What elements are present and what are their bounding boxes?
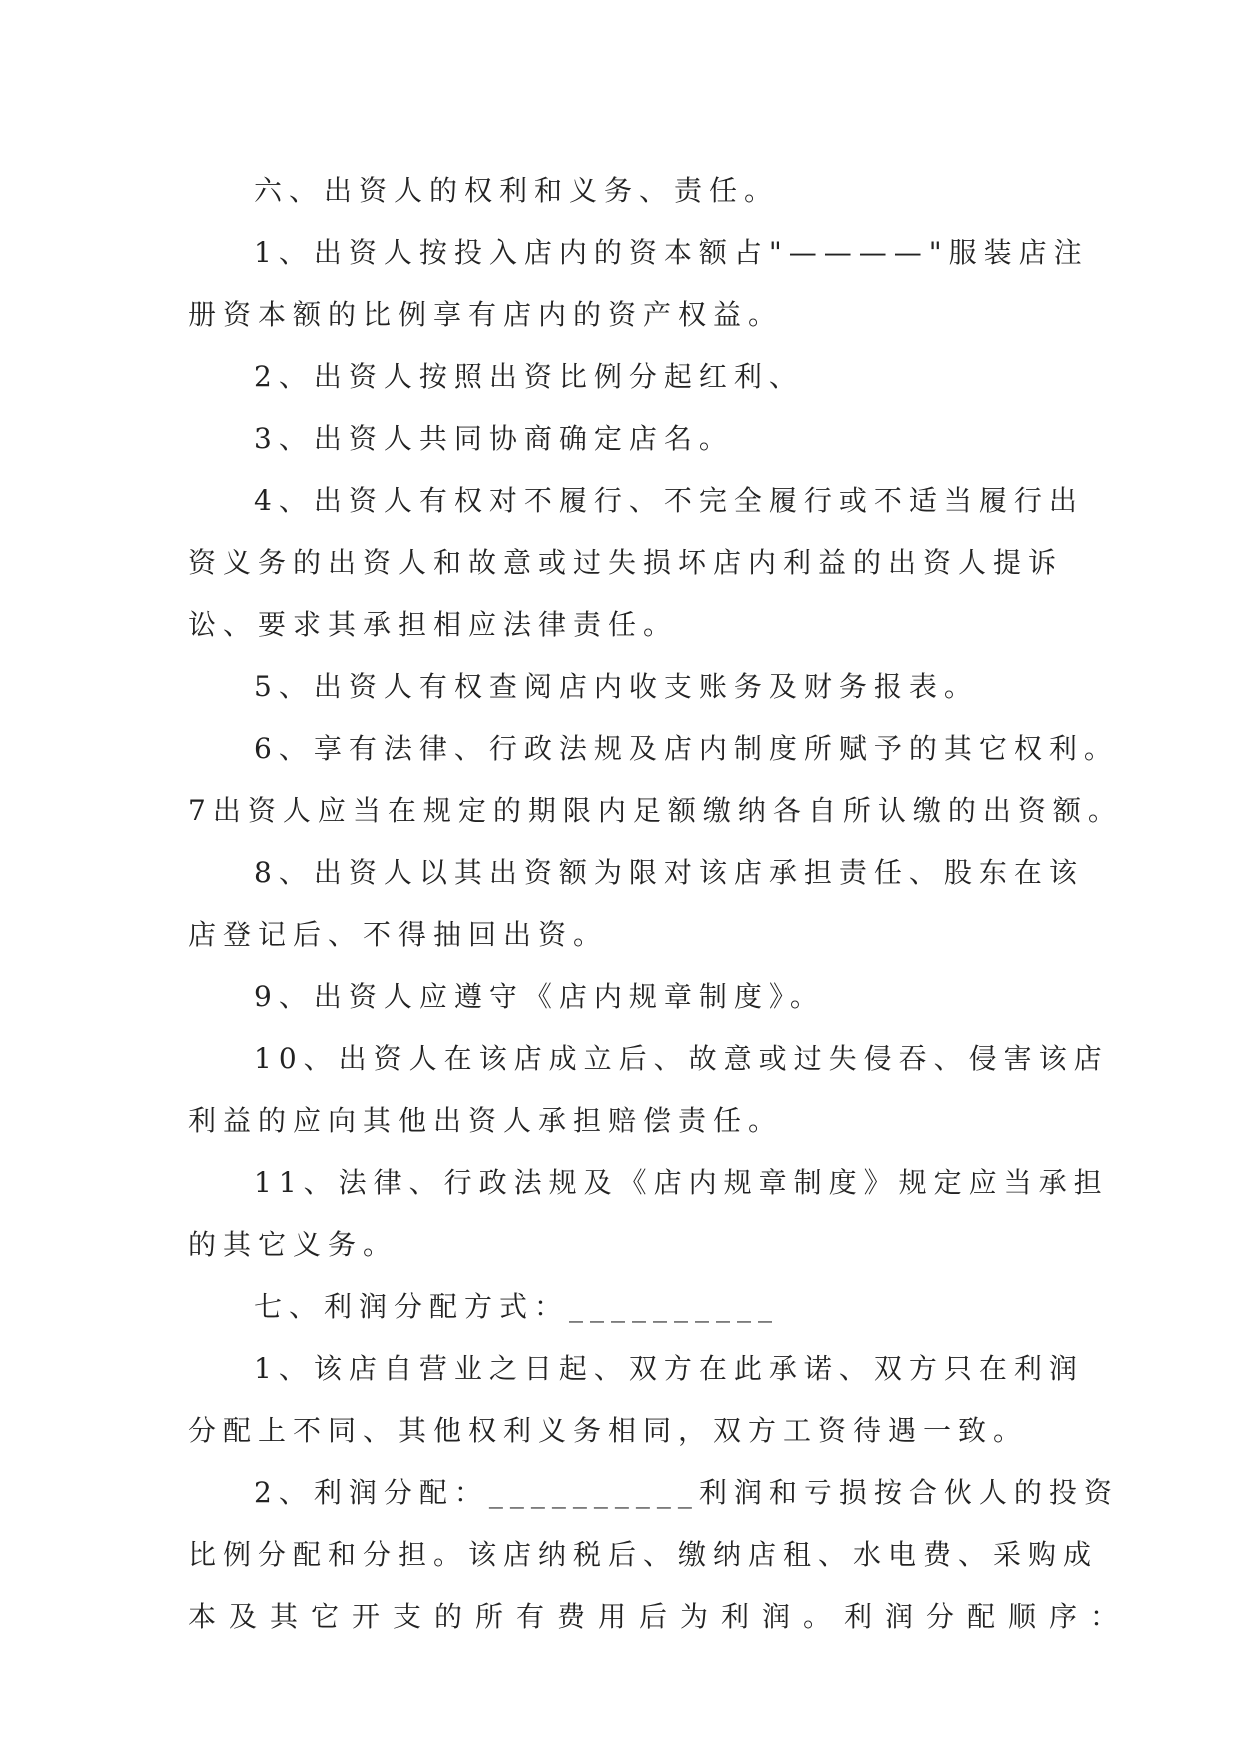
section-heading-7: 七、利润分配方式：__________ [254,1290,780,1323]
paragraph-line: 1、该店自营业之日起、双方在此承诺、双方只在利润 [254,1352,1084,1385]
paragraph-line: 8、出资人以其出资额为限对该店承担责任、股东在该 [254,856,1084,889]
document-body [188,160,1132,1648]
paragraph-line: 的其它义务。 [188,1228,399,1261]
paragraph-line: 分配上不同、其他权利义务相同，双方工资待遇一致。 [188,1414,1029,1447]
section-heading-6: 六、出资人的权利和义务、责任。 [254,174,780,207]
paragraph-line: 4、出资人有权对不履行、不完全履行或不适当履行出 [254,484,1084,517]
paragraph-line: 10、出资人在该店成立后、故意或过失侵吞、侵害该店 [254,1042,1109,1075]
paragraph-line: 讼、要求其承担相应法律责任。 [188,608,679,641]
paragraph-line: 7出资人应当在规定的期限内足额缴纳各自所认缴的出资额。 [188,794,1123,827]
paragraph-line: 5、出资人有权查阅店内收支账务及财务报表。 [254,670,979,703]
paragraph-line: 11、法律、行政法规及《店内规章制度》规定应当承担 [254,1166,1109,1199]
paragraph-line: 2、出资人按照出资比例分起红利、 [254,360,804,393]
paragraph-line: 3、出资人共同协商确定店名。 [254,422,734,455]
paragraph-line: 店登记后、不得抽回出资。 [188,918,609,951]
paragraph-line: 9、出资人应遵守《店内规章制度》。 [254,980,825,1013]
paragraph-line: 1、出资人按投入店内的资本额占"————"服装店注 [254,236,1089,269]
paragraph-line: 6、享有法律、行政法规及店内制度所赋予的其它权利。 [254,732,1119,765]
paragraph-line: 利益的应向其他出资人承担赔偿责任。 [188,1104,784,1137]
paragraph-line: 2、利润分配：__________利润和亏损按合伙人的投资 [254,1476,1119,1509]
paragraph-line: 比例分配和分担。该店纳税后、缴纳店租、水电费、采购成 [188,1538,1099,1571]
paragraph-line: 本及其它开支的所有费用后为利润。利润分配顺序： [188,1600,1132,1633]
paragraph-line: 册资本额的比例享有店内的资产权益。 [188,298,784,331]
paragraph-line: 资义务的出资人和故意或过失损坏店内利益的出资人提诉 [188,546,1064,579]
